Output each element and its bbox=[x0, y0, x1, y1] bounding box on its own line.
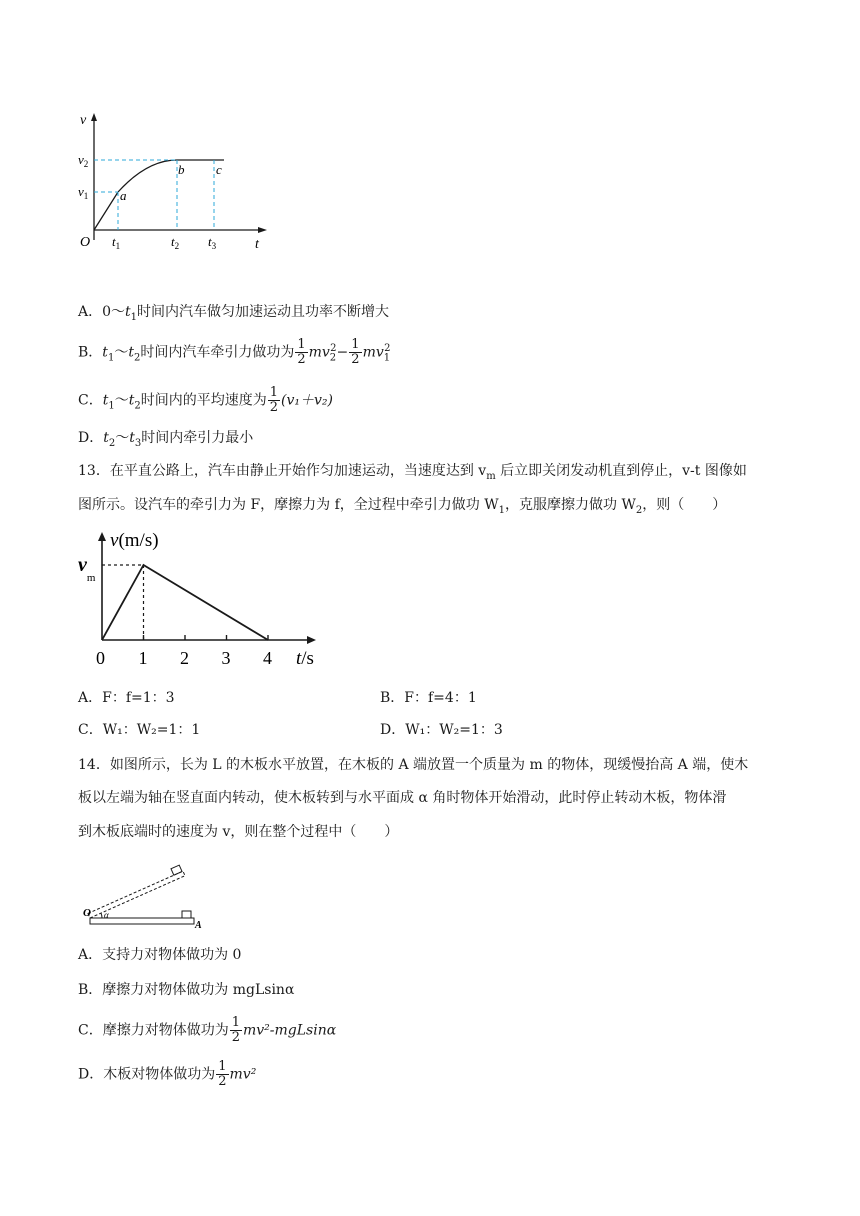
q13-option-d: D．W₁：W₂=1：3 bbox=[380, 722, 503, 738]
q13-x-tick-label: 0 bbox=[96, 648, 105, 668]
q12b-frac2: $\frac{1}{2}$ bbox=[351, 337, 360, 367]
board-tilted bbox=[88, 871, 185, 918]
graph1-point-b: b bbox=[178, 162, 185, 177]
q14-stem-line3: 到木板底端时的速度为 v，则在整个过程中（ ） bbox=[78, 824, 399, 840]
q13-x-axis-label: t/s bbox=[296, 648, 314, 669]
q14c-frac: $\frac{1}{2}$ bbox=[231, 1015, 240, 1045]
q12-option-d: D．$t_2\sim t_3$时间内牵引力最小 bbox=[78, 430, 254, 449]
q12c-frac: $\frac{1}{2}$ bbox=[269, 385, 279, 415]
vt-graph-curve bbox=[72, 110, 272, 255]
q13-option-c: C．W₁：W₂=1：1 bbox=[78, 722, 201, 738]
q14-option-c: C．摩擦力对物体做功为 $\frac{1}{2}$ mv²-mgLsinα bbox=[78, 1015, 337, 1045]
q13-option-a: A．F：f=1：3 bbox=[78, 690, 175, 706]
graph1-point-c: c bbox=[216, 162, 222, 177]
q13-stem-line1: 13．在平直公路上，汽车由静止开始作匀加速运动，当速度达到 $v_m$ 后立即关闭发动机直到停止，v-t 图像如 bbox=[78, 463, 747, 482]
q13-x-tick-label: 3 bbox=[221, 648, 231, 668]
vt-chart-q13 bbox=[74, 528, 324, 673]
q13-option-b: B．F：f=4：1 bbox=[380, 690, 477, 706]
graph1-t2-label: $t_2$ bbox=[171, 234, 180, 251]
q13-y-axis-label: v(m/s) bbox=[110, 530, 159, 551]
q14d-frac: $\frac{1}{2}$ bbox=[218, 1059, 227, 1089]
q13-x-tick-label: 1 bbox=[138, 648, 148, 668]
q12b-frac1: $\frac{1}{2}$ bbox=[297, 337, 306, 367]
q12-option-c: C．$t_1\sim t_2$时间内的平均速度为 $\frac{1}{2}$ (v₁＋v₂) bbox=[78, 385, 333, 415]
fig-alpha-label: α bbox=[104, 910, 109, 920]
q13-x-tick-label: 2 bbox=[180, 648, 189, 668]
q13-series-line bbox=[102, 565, 268, 640]
q14-option-d: D．木板对物体做功为 $\frac{1}{2}$ mv² bbox=[78, 1059, 257, 1089]
q14-stem-line1: 14．如图所示，长为 L 的木板水平放置，在木板的 A 端放置一个质量为 m 的物体，现缓慢抬高 A 端，使木 bbox=[78, 757, 749, 773]
angle-arc bbox=[101, 913, 102, 918]
q13-stem-line2: 图所示。设汽车的牵引力为 F，摩擦力为 f，全过程中牵引力做功 $W_1$，克服摩擦力做功 $W_2$，则（ ） bbox=[78, 497, 727, 516]
graph1-t1-label: $t_1$ bbox=[112, 234, 121, 251]
block-tilted bbox=[171, 865, 182, 875]
graph1-t3-label: $t_3$ bbox=[208, 234, 217, 251]
graph1-v-arrow bbox=[91, 113, 97, 121]
fig-o-label: O bbox=[83, 907, 91, 919]
q13-t-axis-arrow bbox=[307, 636, 316, 644]
q14-option-b: B．摩擦力对物体做功为 mgLsinα bbox=[78, 982, 295, 998]
q12-option-a: A．$0\sim t_1$时间内汽车做匀加速运动且功率不断增大 bbox=[78, 304, 390, 323]
block-horizontal bbox=[182, 911, 191, 918]
q13-vm-tick-label: $v_m$ bbox=[78, 554, 96, 584]
q13-x-tick-label: 4 bbox=[263, 648, 272, 668]
graph1-t-label: t bbox=[255, 237, 259, 252]
graph1-v2-label: $v_2$ bbox=[78, 152, 89, 169]
q14-option-a: A．支持力对物体做功为 0 bbox=[78, 947, 242, 963]
q13-v-axis-arrow bbox=[98, 532, 106, 541]
q14-stem-line2: 板以左端为轴在竖直面内转动，使木板转到与水平面成 α 角时物体开始滑动，此时停止转动木板，物体滑 bbox=[78, 790, 727, 806]
q12-option-b: B．$t_1\sim t_2$时间内汽车牵引力做功为 $\frac{1}{2}$ $mv_2^2-$ $\frac{1}{2}$ $mv_1^2$ bbox=[78, 337, 391, 367]
graph1-v1-label: $v_1$ bbox=[78, 184, 89, 201]
fig-a-label: A bbox=[195, 920, 202, 931]
graph1-v-label: v bbox=[80, 113, 87, 128]
graph1-point-a: a bbox=[120, 188, 127, 203]
tilted-board-figure bbox=[80, 858, 210, 932]
graph1-t-arrow bbox=[258, 227, 267, 233]
graph1-origin-label: O bbox=[80, 235, 91, 250]
graph1-curve bbox=[94, 160, 224, 230]
